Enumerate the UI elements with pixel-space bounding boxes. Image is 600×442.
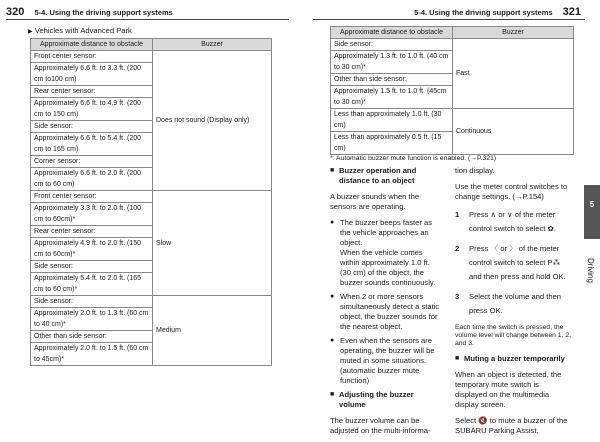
step-number: 1 [455,210,460,219]
paragraph: When an object is detected, the temporary mute switch is displayed on the multimedia display screen. [455,370,562,409]
table-cell: Approximately 2.0 ft. to 1.3 ft. (60 cm to 40 cm)* [31,308,153,331]
table-header-buzzer: Buzzer [153,39,272,51]
heading-muting: ■ Muting a buzzer temporarily [455,354,573,364]
left-header [6,6,173,18]
table-cell: Approximately 5.4 ft. to 2.0 ft. (165 cm to 60 cm)* [31,273,153,296]
table-cell: Front center sensor: [31,51,153,63]
table-cell: Other than side sensor: [31,331,153,343]
table-header-distance: Approximate distance to obstacle [31,39,153,51]
triangle-icon: ▶ [28,29,33,35]
header-rule-left [6,19,289,20]
table-header-buzzer: Buzzer [453,27,574,39]
section-title-left: 5-4. Using the driving support systems [34,8,173,17]
step-text: Select the volume and then press OK. [469,292,562,315]
chapter-number: 5 [589,200,595,209]
table-cell: Front center sensor: [31,191,153,203]
buzzer-cell: Does not sound (Display only) [153,51,272,191]
note: Each time the switch is pressed, the volume level will change between 1, 2, and 3. [455,324,571,347]
step-text: Press ∧ or ∨ of the meter control switch to select ✿. [469,210,556,233]
chapter-label: Driving [586,258,595,283]
paragraph: The buzzer volume can be adjusted on the multi-informa- [330,416,431,435]
right-header [313,6,581,18]
bullet-text: ● The buzzer beeps faster as the vehicle approaches an object. [340,218,433,247]
table-cell: Approximately 1.5 ft. to 1.0 ft. (45cm to 30 cm)* [331,86,453,109]
right-column-1 [330,166,442,442]
buzzer-cell: Medium [153,296,272,366]
table-cell: Approximately 6.6 ft. to 3.3 ft. (200 cm to100 cm) [31,63,153,86]
table-cell: Corner sensor: [31,156,153,168]
table-cell: Other than side sensor: [331,74,453,86]
paragraph: A buzzer sounds when the sensors are operating. [330,192,420,211]
section-title-right: 5-4. Using the driving support systems [414,8,553,17]
heading-buzzer-operation: ■ Buzzer operation and distance to an object [330,166,442,186]
right-distance-table [330,26,574,155]
table-cell: Approximately 6.6 ft. to 2.0 ft. (200 cm to 60 cm) [31,168,153,191]
step-number: 3 [455,292,460,301]
step-number: 2 [455,244,460,253]
heading-adjusting-volume: ■ Adjusting the buzzer volume [330,390,442,410]
table-header-distance: Approximate distance to obstacle [331,27,453,39]
step-1 [455,208,573,236]
right-column-2 [455,166,573,442]
page-number-right: 321 [562,6,581,18]
paragraph: tion display. [455,166,495,175]
table-cell: Side sensor: [31,261,153,273]
table-cell: Approximately 3.3 ft. to 2.0 ft. (100 cm to 60cm)* [31,203,153,226]
table-cell: Rear center sensor: [31,226,153,238]
table-cell: Side sensor: [331,39,453,51]
buzzer-cell: Slow [153,191,272,296]
page-number-left: 320 [6,6,25,18]
table-cell: Approximately 6.6 ft. to 4.9 ft. (200 cm to 150 cm) [31,98,153,121]
paragraph: Select 🔇 to mute a buzzer of the SUBARU Parking Assist, [455,416,568,435]
step-text: Press 〈 or 〉 of the meter control switch to select P⁂ and then press and hold OK. [469,244,566,281]
left-distance-table [30,38,272,366]
intro-text: Vehicles with Advanced Park [34,26,132,35]
table-cell: Approximately 4.9 ft. to 2.0 ft. (150 cm to 60cm)* [31,238,153,261]
table-cell: Rear center sensor: [31,86,153,98]
footnote: *: Automatic buzzer mute function is enabled. (→P.321) [330,155,497,162]
list-item [330,218,442,288]
table-cell: Approximately 1.3 ft. to 1.0 ft. (40 cm to 30 cm)* [331,51,453,74]
chapter-tab [584,185,600,239]
list-item: ● When 2 or more sensors simultaneously detect a static object, the buzzer sounds for the nearest object. [330,292,442,332]
buzzer-cell: Continuous [453,109,574,155]
table-cell: Less than approximately 1.0 ft. (30 cm) [331,109,453,132]
table-cell: Approximately 2.0 ft. to 1.5 ft. (60 cm to 45cm)* [31,343,153,366]
step-2 [455,242,573,284]
table-cell: Side sensor: [31,121,153,133]
bullet-text: When the vehicle comes within approximately 1.0 ft. (30 cm) of the object, the buzzer sounds continuously. [340,248,436,287]
table-cell: Approximately 6.6 ft. to 5.4 ft. (200 cm to 165 cm) [31,133,153,156]
header-rule-right [313,19,585,20]
paragraph: Use the meter control switches to change settings. (→P.154) [455,182,568,201]
buzzer-cell: Fast [453,39,574,109]
list-item: ● Even when the sensors are operating, the buzzer will be muted in some situations. (automatic buzzer mute function) [330,336,442,386]
step-3 [455,290,573,318]
intro-line [28,26,132,35]
table-cell: Side sensor: [31,296,153,308]
table-cell: Less than approximately 0.5 ft. (15 cm) [331,132,453,155]
